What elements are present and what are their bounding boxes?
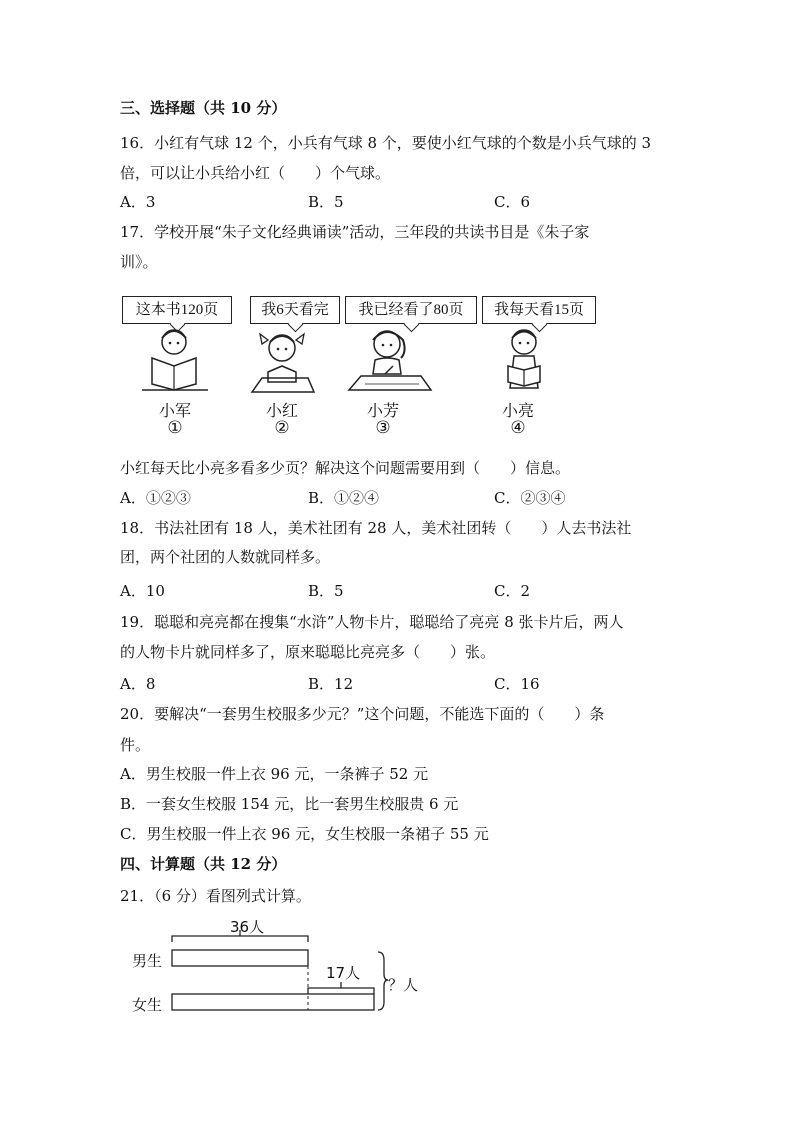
girl-writing-icon: [345, 326, 435, 396]
girls-segment: [172, 994, 374, 1010]
q17-question: 小红每天比小亮多看多少页？解决这个问题需要用到（ ）信息。: [120, 459, 571, 477]
diagram-girls-label: 女生: [132, 996, 163, 1014]
q17-option-a: A．①②③: [120, 489, 191, 507]
q17-option-c: C．②③④: [494, 489, 566, 507]
name-xiaofang: 小芳: [366, 401, 399, 420]
speech-bubble-xiaoliang: 我每天看15页: [482, 296, 596, 324]
diff-brace: [308, 988, 374, 994]
q16-option-a: A．3: [120, 193, 156, 211]
q18-line-1: 18．书法社团有 18 人，美术社团有 28 人，美术社团转（ ）人去书法社: [120, 519, 632, 537]
section-3-heading: 三、选择题（共 10 分）: [120, 99, 287, 117]
boy-reading-icon: [138, 326, 218, 396]
circled-number-1: ①: [167, 418, 183, 438]
q19-option-b: B．12: [308, 675, 354, 693]
diagram-diff-label: 17人: [326, 964, 361, 982]
diagram-total-label: ？人: [388, 976, 419, 994]
boys-total-brace: [172, 936, 308, 942]
diagram-top-label: 36人: [230, 918, 265, 936]
q20-option-a: A．男生校服一件上衣 96 元，一条裤子 52 元: [120, 765, 429, 783]
circled-number-3: ③: [375, 418, 391, 438]
q20-option-c: C．男生校服一件上衣 96 元，女生校服一条裙子 55 元: [120, 825, 489, 843]
q18-option-a: A．10: [120, 582, 165, 600]
name-xiaojun: 小军: [158, 401, 191, 420]
q18-line-2: 团，两个社团的人数就同样多。: [120, 548, 331, 566]
speech-bubble-xiaohong: 我6天看完: [250, 296, 340, 324]
speech-bubble-xiaojun: 这本书120页: [122, 296, 232, 324]
q21-line-1: 21．（6 分）看图列式计算。: [120, 887, 311, 905]
name-xiaohong: 小红: [265, 401, 298, 420]
q19-option-c: C．16: [494, 675, 540, 693]
q17-line-1: 17．学校开展“朱子文化经典诵读”活动，三年段的共读书目是《朱子家: [120, 223, 590, 241]
circled-number-4: ④: [510, 418, 526, 438]
boy-standing-reading-icon: [490, 326, 560, 396]
name-xiaoliang: 小亮: [501, 401, 534, 420]
q16-option-c: C．6: [494, 193, 531, 211]
girl-reading-icon: [248, 326, 328, 396]
speech-bubble-xiaofang: 我已经看了80页: [345, 296, 477, 324]
q17-line-2: 训》。: [120, 253, 158, 271]
circled-number-2: ②: [274, 418, 290, 438]
q16-line-2: 倍，可以让小兵给小红（ ）个气球。: [120, 164, 391, 182]
q20-line-2: 件。: [120, 736, 151, 754]
q19-line-2: 的人物卡片就同样多了，原来聪聪比亮亮多（ ）张。: [120, 643, 496, 661]
q18-option-b: B．5: [308, 582, 344, 600]
q19-line-1: 19．聪聪和亮亮都在搜集“水浒”人物卡片，聪聪给了亮亮 8 张卡片后，两人: [120, 613, 624, 631]
q17-option-b: B．①②④: [308, 489, 380, 507]
line-segment-diagram: [160, 930, 390, 1020]
q16-line-1: 16．小红有气球 12 个，小兵有气球 8 个，要使小红气球的个数是小兵气球的 3: [120, 134, 652, 152]
q19-option-a: A．8: [120, 675, 156, 693]
total-brace: [378, 952, 388, 1010]
q18-option-c: C．2: [494, 582, 531, 600]
q16-option-b: B．5: [308, 193, 344, 211]
q20-line-1: 20．要解决“一套男生校服多少元？”这个问题，不能选下面的（ ）条: [120, 705, 605, 723]
q20-option-b: B．一套女生校服 154 元，比一套男生校服贵 6 元: [120, 795, 459, 813]
diagram-boys-label: 男生: [132, 952, 163, 970]
section-4-heading: 四、计算题（共 12 分）: [120, 855, 287, 873]
boys-segment: [172, 950, 308, 966]
